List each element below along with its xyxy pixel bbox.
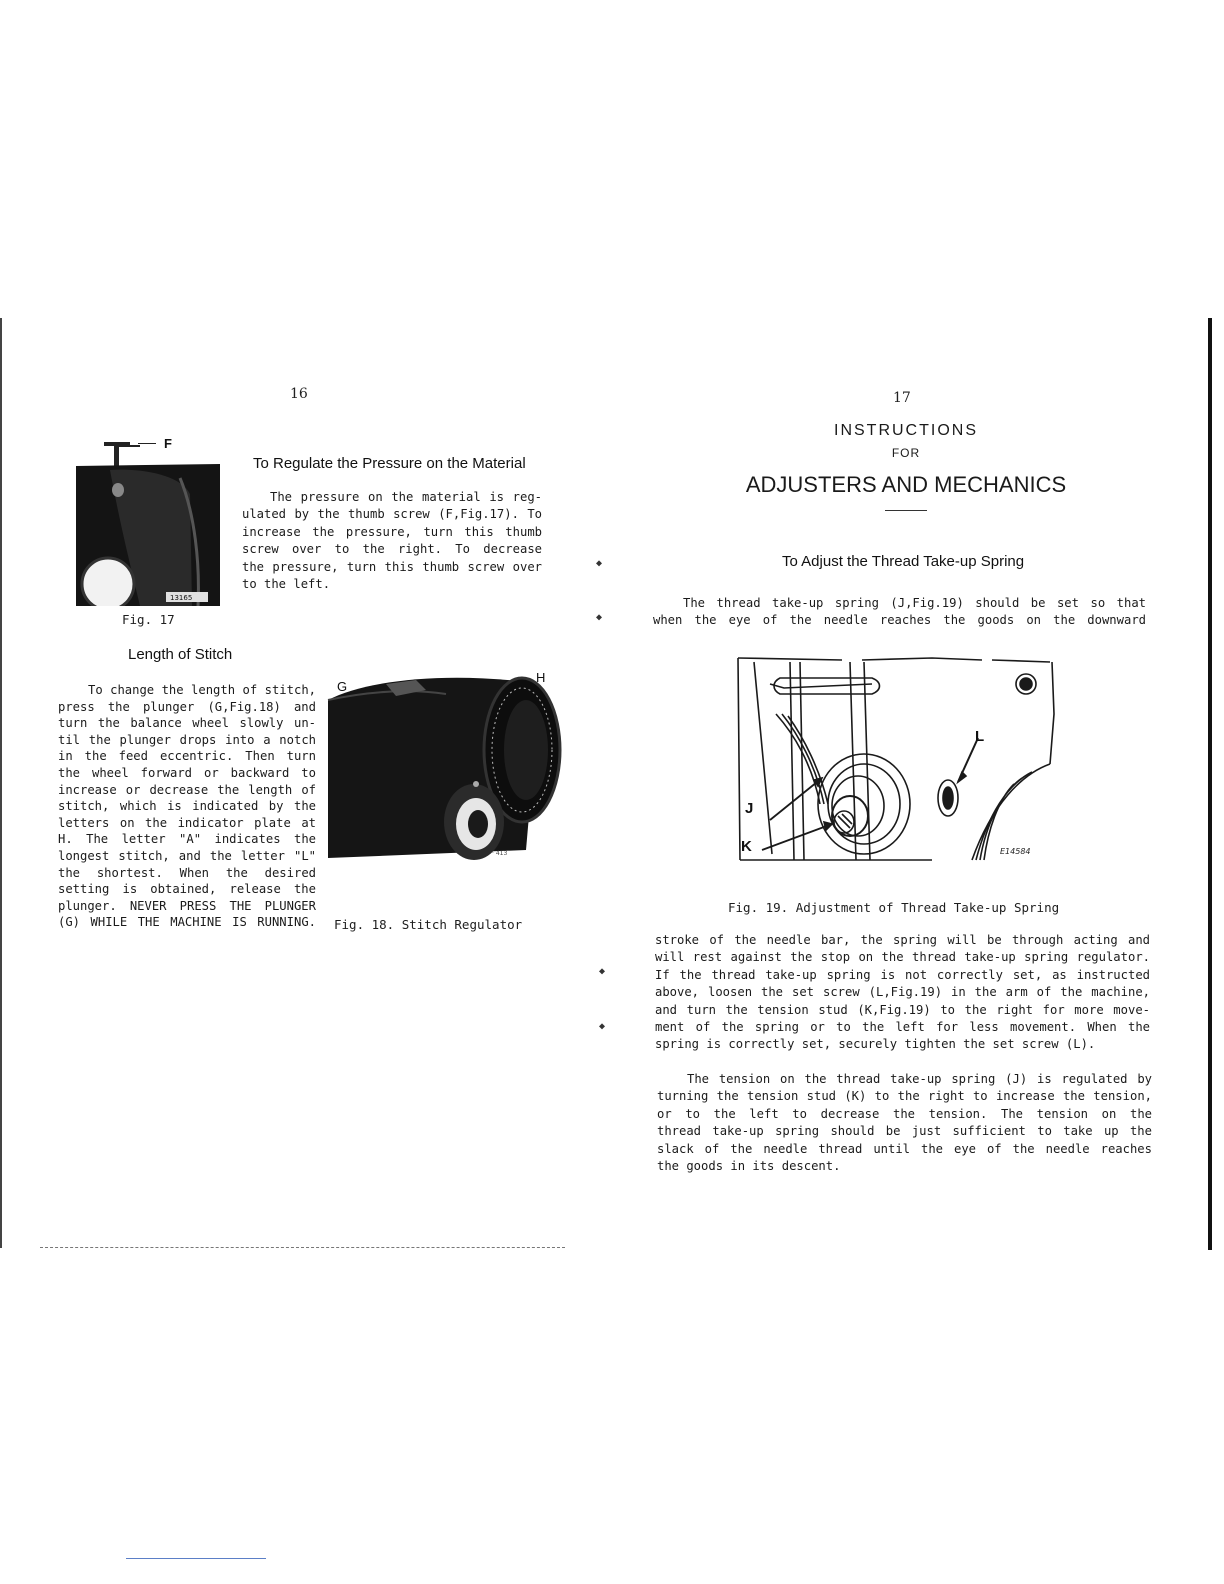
text-line: spring is correctly set, securely tighten the set screw (L). xyxy=(655,1037,1096,1052)
text-line: to the left. xyxy=(242,577,331,592)
bottom-scan-dashes xyxy=(40,1247,565,1248)
margin-mark: ◆ xyxy=(596,612,603,623)
text-line: press the plunger (G,Fig.18) and xyxy=(58,699,316,714)
text-line: turn the balance wheel slowly un- xyxy=(58,716,316,731)
text-line: and turn the tension stud (K,Fig.19) to the right for more move- xyxy=(655,1002,1150,1017)
text-line: H. The letter "A" indicates the xyxy=(58,832,316,847)
text-line: To change the length of stitch, xyxy=(88,683,316,697)
text-line: the goods in its descent. xyxy=(657,1159,841,1174)
text-line: when the eye of the needle reaches the goods on the downward xyxy=(653,613,1146,628)
fig19-label-j: J xyxy=(745,800,754,817)
text-line: turning the tension stud (K) to the right to increase the tension, xyxy=(657,1089,1152,1104)
intro-paragraph xyxy=(653,595,1146,630)
text-line: increase the pressure, turn this thumb xyxy=(242,524,542,539)
text-line: thread take-up spring should be just sufficient to take up the xyxy=(657,1124,1152,1139)
text-line: the wheel forward or backward to xyxy=(58,765,316,780)
text-line: (G) WHILE THE MACHINE IS RUNNING. xyxy=(58,915,316,930)
margin-mark: ◆ xyxy=(599,966,606,977)
text-line: til the plunger drops into a notch xyxy=(58,732,316,747)
fig19-drawing xyxy=(732,654,1062,864)
text-line: plunger. NEVER PRESS THE PLUNGER xyxy=(58,898,316,913)
fig19-label-k: K xyxy=(741,838,752,855)
pressure-heading: To Regulate the Pressure on the Material xyxy=(253,455,526,472)
text-line: in the feed eccentric. Then turn xyxy=(58,749,316,764)
text-line: The tension on the thread take-up spring (J) is regulated by xyxy=(687,1072,1152,1086)
text-line: ment of the spring or to the left for less movement. When the xyxy=(655,1020,1150,1035)
fig17-caption: Fig. 17 xyxy=(122,612,175,627)
bottom-rule xyxy=(126,1558,266,1559)
fig18-caption: Fig. 18. Stitch Regulator xyxy=(334,917,523,932)
svg-text:· 413: · 413 xyxy=(492,850,508,857)
text-line: stroke of the needle bar, the spring will be through acting and xyxy=(655,933,1150,947)
text-line: The pressure on the material is reg- xyxy=(270,490,542,504)
fig19-code: E14584 xyxy=(1000,847,1031,856)
svg-text:13165: 13165 xyxy=(170,594,193,602)
stitch-heading: Length of Stitch xyxy=(128,646,233,663)
tension-paragraph xyxy=(657,1071,1152,1175)
title-adjusters-mechanics: ADJUSTERS AND MECHANICS xyxy=(745,472,1067,497)
text-line: longest stitch, and the letter "L" xyxy=(58,848,316,863)
margin-mark: ◆ xyxy=(596,558,603,569)
text-line: setting is obtained, release the xyxy=(58,882,316,897)
text-line: or to the left to decrease the tension. The tension on the xyxy=(657,1106,1152,1121)
margin-mark: ◆ xyxy=(599,1021,606,1032)
fig18-label-g: G xyxy=(337,679,348,694)
text-line: will rest against the stop on the thread take-up spring regulator. xyxy=(655,950,1150,965)
stitch-paragraph xyxy=(58,682,316,931)
text-line: screw over to the right. To decrease xyxy=(242,542,542,557)
fig19-caption: Fig. 19. Adjustment of Thread Take-up Spring xyxy=(728,900,1060,915)
text-line: above, loosen the set screw (L,Fig.19) in the arm of the machine, xyxy=(655,985,1150,1000)
text-line: If the thread take-up spring is not correctly set, as instructed xyxy=(655,967,1150,982)
fig17-photo xyxy=(70,434,220,606)
text-line: ulated by the thumb screw (F,Fig.17). To xyxy=(242,507,542,522)
text-line: stitch, which is indicated by the xyxy=(58,799,316,814)
page-number-right: 17 xyxy=(893,390,911,406)
fig19-label-l: L xyxy=(975,728,985,745)
fig18-label-h: H xyxy=(536,670,546,685)
fig17-label-f: F xyxy=(164,436,172,451)
title-block xyxy=(700,422,1112,511)
text-line: The thread take-up spring (J,Fig.19) should be set so that xyxy=(683,596,1146,610)
text-line: increase or decrease the length of xyxy=(58,782,316,797)
spring-heading: To Adjust the Thread Take-up Spring xyxy=(782,553,1025,570)
fig17-leader xyxy=(138,443,156,444)
text-line: letters on the indicator plate at xyxy=(58,815,316,830)
title-for: FOR xyxy=(891,446,921,460)
text-line: the pressure, turn this thumb screw over xyxy=(242,559,542,574)
title-instructions: INSTRUCTIONS xyxy=(834,422,978,439)
title-rule xyxy=(885,510,927,511)
left-scan-edge xyxy=(0,318,2,1248)
stroke-paragraph xyxy=(655,932,1150,1054)
text-line: the shortest. When the desired xyxy=(58,865,316,880)
right-scan-edge xyxy=(1208,318,1212,1250)
page-number-left: 16 xyxy=(290,386,308,402)
pressure-paragraph xyxy=(242,489,542,593)
fig18-photo xyxy=(326,672,566,860)
text-line: slack of the needle thread until the eye of the needle reaches xyxy=(657,1141,1152,1156)
